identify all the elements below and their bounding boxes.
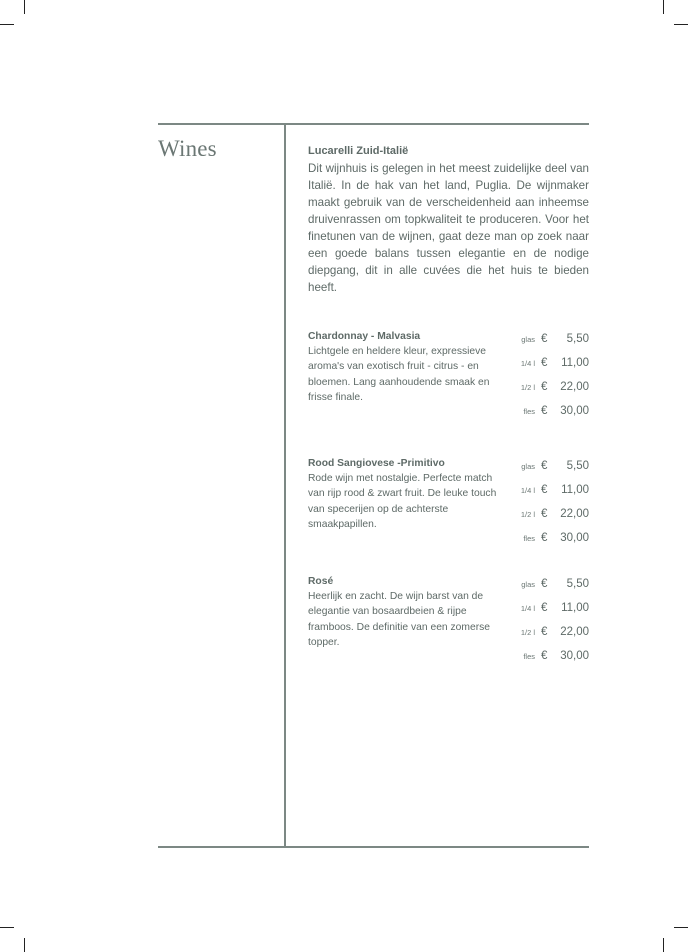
- price-row: [503, 572, 589, 596]
- crop-mark: [0, 927, 14, 928]
- wine-item: [308, 575, 589, 662]
- price-list: [503, 572, 589, 668]
- price-amount: 5,50: [566, 578, 589, 590]
- currency-symbol: €: [541, 460, 548, 472]
- price-unit: 1/2 l: [520, 627, 535, 637]
- price-row: [503, 454, 589, 478]
- price-unit: 1/4 l: [520, 485, 535, 495]
- bottom-rule: [158, 846, 589, 848]
- column-divider: [284, 123, 286, 848]
- price-amount: 11,00: [561, 602, 589, 614]
- price-list: [503, 454, 589, 550]
- winery-title: Lucarelli Zuid-Italië: [308, 145, 409, 157]
- price-unit: fles: [523, 651, 535, 661]
- section-title: Wines: [158, 136, 217, 161]
- crop-mark: [663, 0, 664, 14]
- currency-symbol: €: [541, 532, 548, 544]
- price-row: [503, 620, 589, 644]
- price-unit: 1/4 l: [520, 358, 535, 368]
- currency-symbol: €: [541, 405, 548, 417]
- crop-mark: [24, 0, 25, 14]
- crop-mark: [663, 938, 664, 952]
- wine-description: Lichtgele en heldere kleur, expressieve aroma's van exotisch fruit - citrus - en bloemen. Lang aanhoudende smaak en frisse finale.: [308, 346, 490, 403]
- price-amount: 22,00: [560, 508, 589, 520]
- currency-symbol: €: [541, 626, 548, 638]
- currency-symbol: €: [541, 650, 548, 662]
- price-row: [503, 596, 589, 620]
- price-amount: 30,00: [560, 405, 589, 417]
- price-unit: glas: [521, 579, 535, 589]
- wine-name: Chardonnay - Malvasia: [308, 331, 421, 342]
- wine-item: [308, 330, 589, 417]
- wine-description: Rode wijn met nostalgie. Perfecte match van rijp rood & zwart fruit. De leuke touch van specerijen op de achterste smaakpapillen.: [308, 473, 497, 530]
- price-unit: glas: [521, 334, 535, 344]
- price-amount: 5,50: [566, 333, 589, 345]
- price-row: [503, 502, 589, 526]
- price-unit: glas: [521, 461, 535, 471]
- price-amount: 11,00: [561, 357, 589, 369]
- currency-symbol: €: [541, 333, 548, 345]
- wine-name: Rosé: [308, 576, 334, 587]
- wine-item: [308, 457, 589, 544]
- wine-name: Rood Sangiovese -Primitivo: [308, 458, 445, 469]
- price-row: [503, 351, 589, 375]
- price-unit: 1/2 l: [520, 382, 535, 392]
- currency-symbol: €: [541, 381, 548, 393]
- price-amount: 11,00: [561, 484, 589, 496]
- price-amount: 22,00: [560, 381, 589, 393]
- currency-symbol: €: [541, 602, 548, 614]
- price-unit: 1/4 l: [520, 603, 535, 613]
- price-row: [503, 478, 589, 502]
- price-unit: fles: [523, 533, 535, 543]
- price-unit: 1/2 l: [520, 509, 535, 519]
- winery-intro: [308, 144, 589, 296]
- crop-mark: [24, 938, 25, 952]
- price-row: [503, 526, 589, 550]
- currency-symbol: €: [541, 578, 548, 590]
- currency-symbol: €: [541, 357, 548, 369]
- wine-description: Heerlijk en zacht. De wijn barst van de elegantie van bosaardbeien & rijpe framboos. De definitie van een zomerse topper.: [308, 591, 491, 648]
- price-amount: 5,50: [566, 460, 589, 472]
- price-list: [503, 327, 589, 423]
- price-amount: 30,00: [560, 650, 589, 662]
- price-row: [503, 327, 589, 351]
- winery-description: Dit wijnhuis is gelegen in het meest zuidelijke deel van Italië. In de hak van het land, Puglia. De wijnmaker maakt gebruik van de verscheidenheid aan inheemse druivenrassen om topkwaliteit te produceren. Voor het finetunen van de wijnen, gaat deze man op zoek naar een goede balans tussen elegantie en de nodige diepgang, dit in alle cuvées die het huis te bieden heeft.: [308, 162, 589, 294]
- price-row: [503, 399, 589, 423]
- price-row: [503, 375, 589, 399]
- price-unit: fles: [523, 406, 535, 416]
- crop-mark: [674, 927, 688, 928]
- price-row: [503, 644, 589, 668]
- currency-symbol: €: [541, 508, 548, 520]
- crop-mark: [674, 24, 688, 25]
- top-rule: [158, 123, 589, 125]
- currency-symbol: €: [541, 484, 548, 496]
- price-amount: 30,00: [560, 532, 589, 544]
- crop-mark: [0, 24, 14, 25]
- price-amount: 22,00: [560, 626, 589, 638]
